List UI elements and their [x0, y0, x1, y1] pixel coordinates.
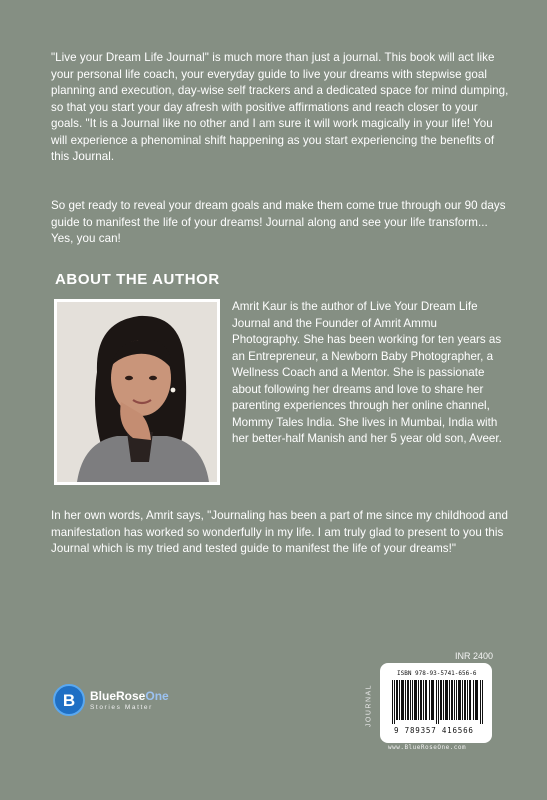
publisher-name-accent: One: [145, 689, 169, 703]
barcode-icon: [392, 680, 484, 724]
publisher-tagline: Stories Matter: [90, 704, 153, 711]
about-author-heading: ABOUT THE AUTHOR: [55, 271, 220, 288]
author-quote: In her own words, Amrit says, "Journaling has been a part of me since my childhood and manifestation has worked so wonderfully in my life. I am truly glad to present to you this Journal which is my tried and tested guide to manifest the life of your dreams!": [51, 509, 508, 555]
price-label: INR 2400: [455, 651, 494, 661]
publisher-logo: [50, 684, 200, 724]
category-label: JOURNAL: [365, 683, 373, 728]
author-bio: Amrit Kaur is the author of Live Your Dream Life Journal and the Founder of Amrit Ammu Photography. She has been working for ten years as an Entrepreneur, a Newborn Baby Photographer, a Wellness Coach and a Mentor. She is passionate about following her dreams and love to share her parenting experiences through her online channel, Mommy Tales India. She lives in Mumbai, India with her better-half Manish and her 5 year old son, Aveer.: [232, 300, 502, 445]
publisher-logo-letter: B: [62, 691, 76, 710]
isbn-label: ISBN 978-93-5741-656-6: [397, 670, 477, 677]
bluerose-logo-icon: [53, 684, 85, 716]
blurb-paragraph-2: So get ready to reveal your dream goals and make them come true through our 90 days guide to manifest the life of your dreams! Journal along and see your life transform... Yes, you can!: [51, 199, 506, 245]
publisher-name-main: BlueRose: [90, 689, 146, 703]
publisher-name: [90, 689, 169, 703]
author-photo: [57, 302, 217, 482]
blurb-paragraph-1: "Live your Dream Life Journal" is much more than just a journal. This book will act like your personal life coach, your everyday guide to live your dreams with stepwise goal planning and execution, day-wise self trackers and a dedicated space for mind dumping, so that you start your day afresh with positive affirmations and reach closer to your goals. "It is a Journal like no other and I am sure it will work magically in your life! You will experience a phenominal shift happening as you start experiencing the benefits of this Journal.: [51, 51, 509, 163]
author-photo-frame: [54, 299, 220, 485]
publisher-website: www.BlueRoseOne.com: [388, 744, 467, 751]
isbn-digits: 9 789357 416566: [394, 726, 474, 735]
author-portrait-illustration: [57, 302, 217, 482]
